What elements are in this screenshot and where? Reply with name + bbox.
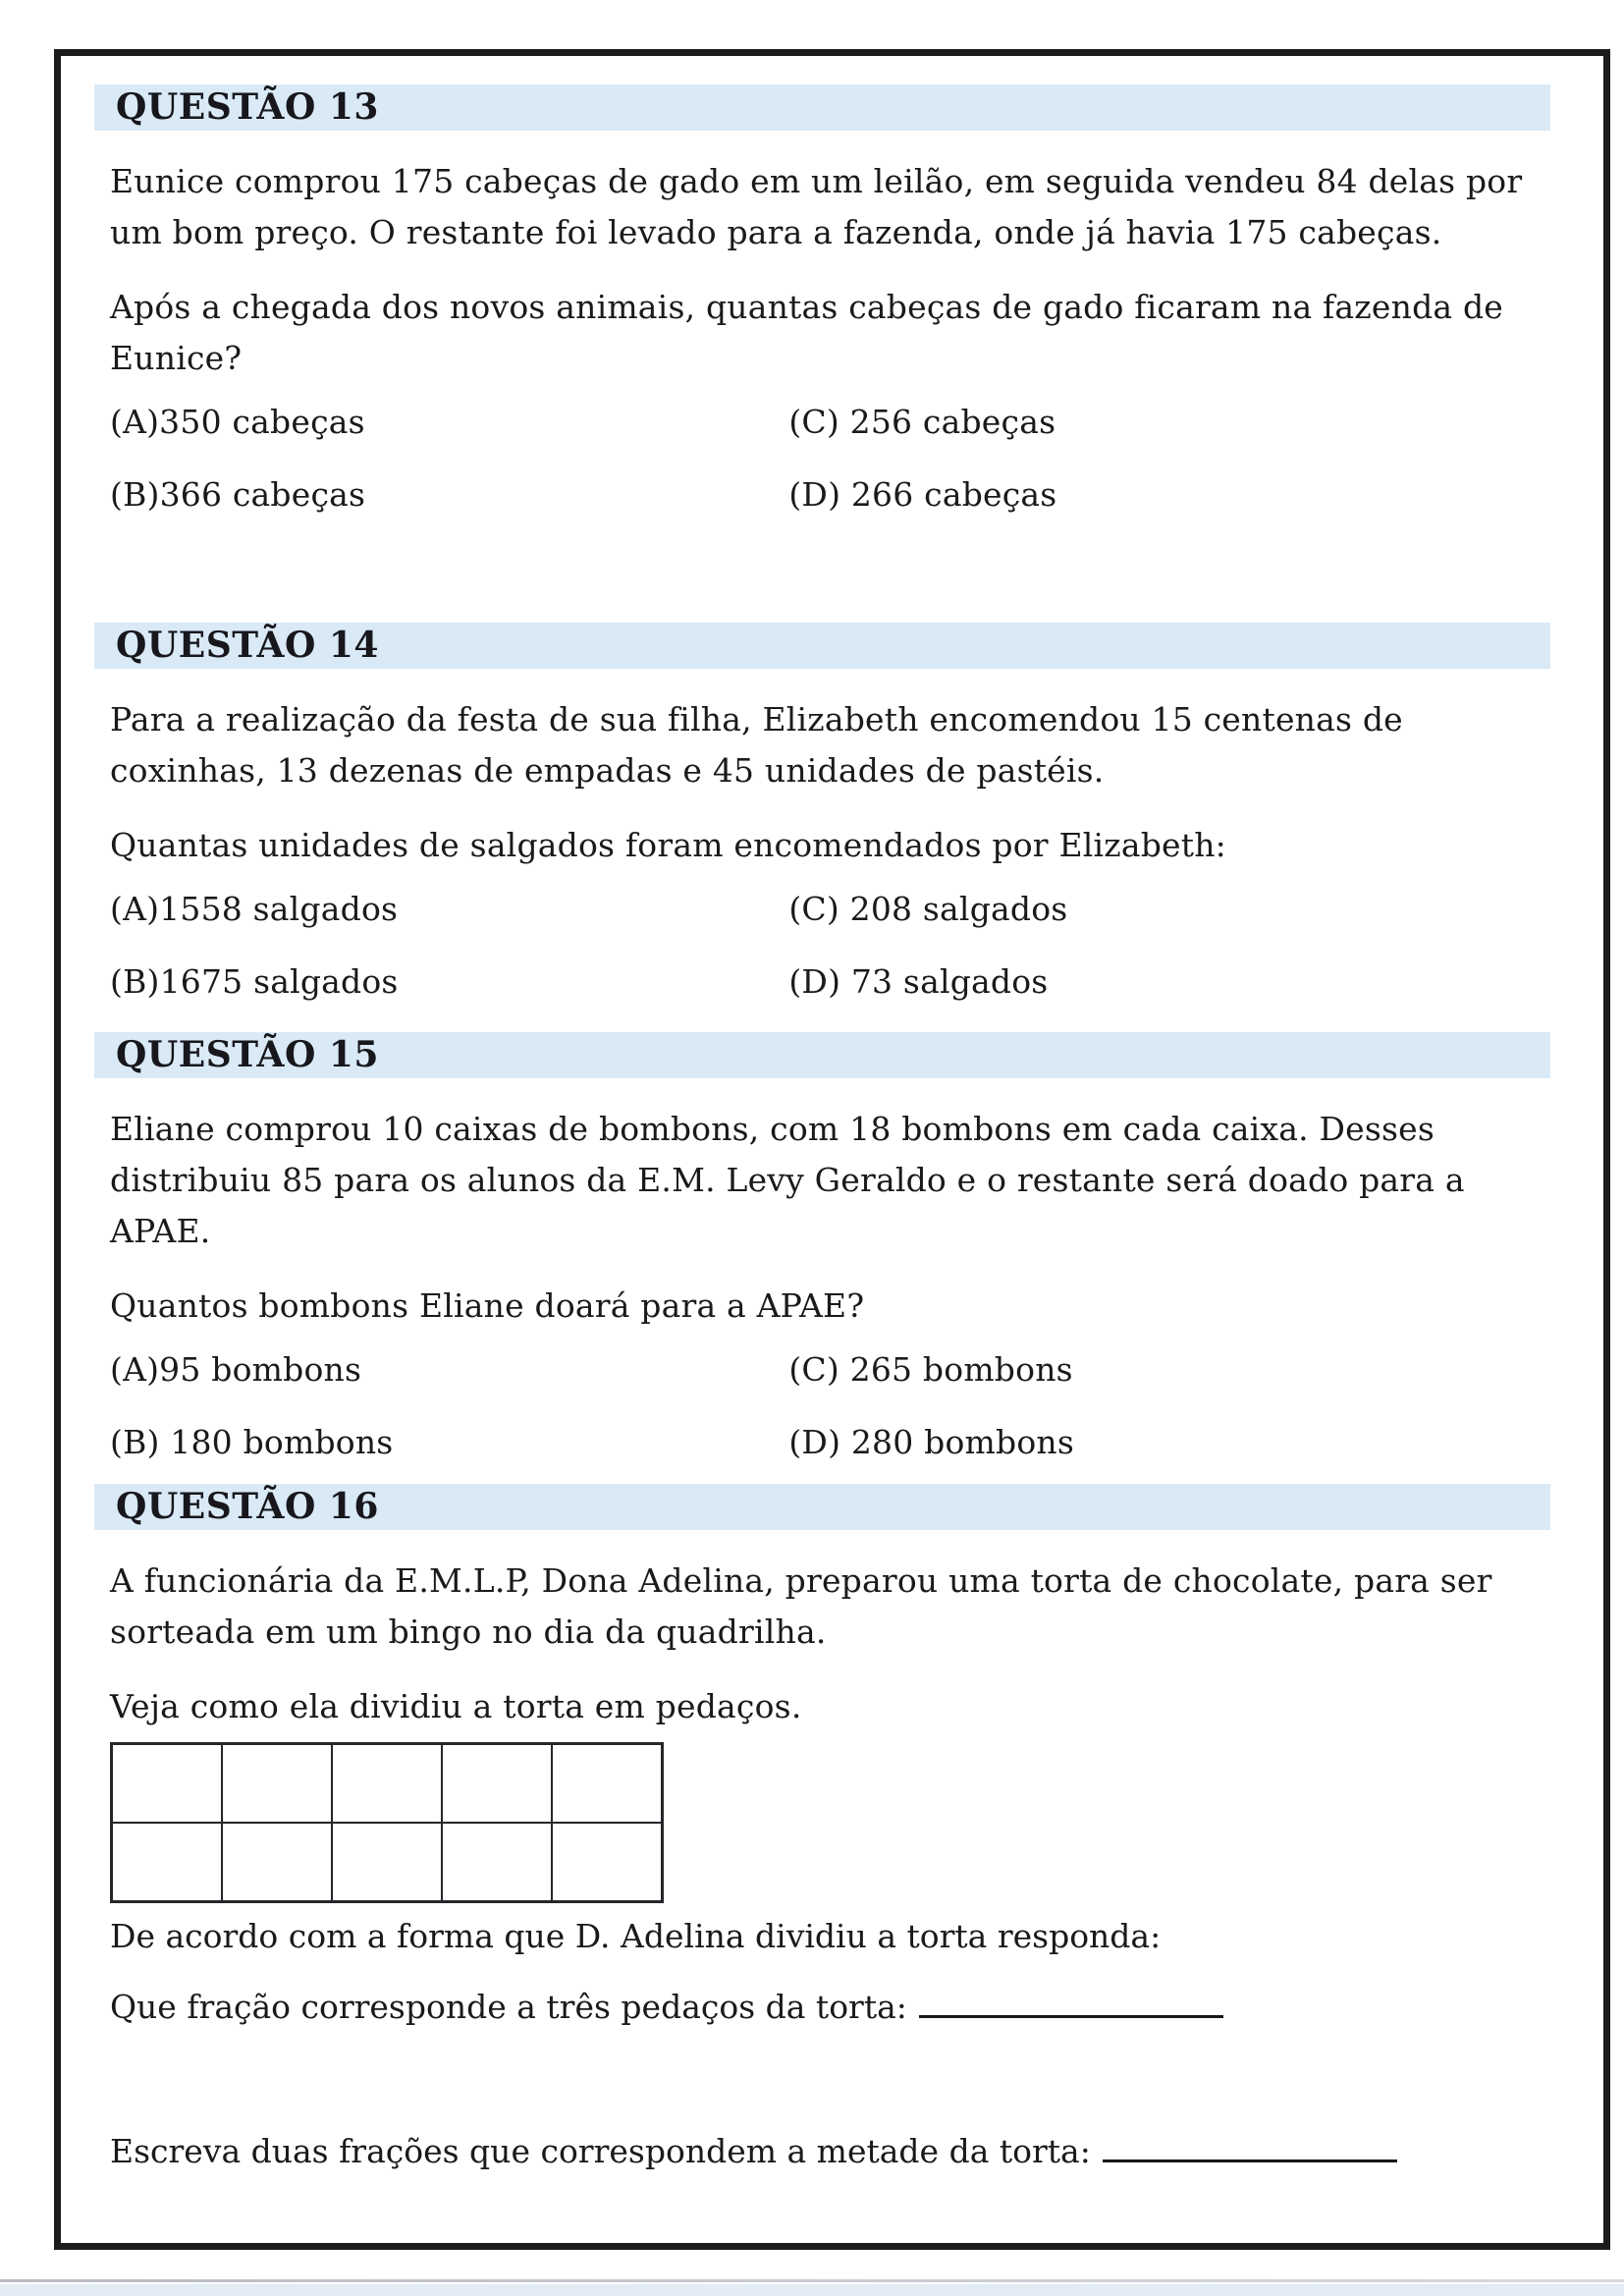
- question-13-section: [88, 84, 1564, 516]
- question-15-option-d: (D) 280 bombons: [788, 1423, 1074, 1461]
- question-16-statement: A funcionária da E.M.L.P, Dona Adelina, preparou uma torta de chocolate, para ser sorteada em um bingo no dia da quadrilha.: [110, 1561, 1492, 1651]
- question-16-figure-intro: Veja como ela dividiu a torta em pedaços.: [110, 1687, 802, 1725]
- question-14-header-label: QUESTÃO 14: [116, 625, 379, 666]
- question-14-option-c: (C) 208 salgados: [788, 890, 1068, 928]
- question-16-header-bar: [94, 1484, 1550, 1530]
- question-13-options: [110, 402, 1554, 516]
- question-13-option-b: (B)366 cabeças: [110, 475, 366, 514]
- question-14-options: [110, 889, 1554, 1003]
- question-15-prompt: Quantos bombons Eliane doará para a APAE?: [110, 1286, 865, 1325]
- question-16-fill-line-1: [110, 1982, 1554, 2033]
- question-14-option-d: (D) 73 salgados: [788, 962, 1049, 1001]
- cake-piece-cell: [222, 1823, 332, 1901]
- question-15-statement: Eliane comprou 10 caixas de bombons, com 18 bombons em cada caixa. Desses distribuiu 85 para os alunos da E.M. Levy Geraldo e o restante será doado para a APAE.: [110, 1110, 1465, 1250]
- cake-piece-cell: [222, 1744, 332, 1823]
- question-13-statement: Eunice comprou 175 cabeças de gado em um leilão, em seguida vendeu 84 delas por um bom preço. O restante foi levado para a fazenda, onde já havia 175 cabeças.: [110, 162, 1523, 251]
- worksheet-border-box: [54, 49, 1610, 2250]
- cake-piece-cell: [332, 1823, 442, 1901]
- cake-piece-cell: [112, 1823, 222, 1901]
- question-13-header-bar: [94, 84, 1550, 131]
- question-15-section: [88, 1032, 1564, 1463]
- question-15-header-label: QUESTÃO 15: [116, 1034, 379, 1075]
- scan-edge-line: [0, 2279, 1624, 2282]
- question-15-option-a: (A)95 bombons: [110, 1350, 362, 1389]
- question-13-option-d: (D) 266 cabeças: [788, 475, 1057, 514]
- question-13-header-label: QUESTÃO 13: [116, 86, 379, 128]
- question-16-fill-line-2: [110, 2126, 1554, 2177]
- cake-piece-cell: [332, 1744, 442, 1823]
- question-16-header-label: QUESTÃO 16: [116, 1486, 379, 1527]
- question-15-header-bar: [94, 1032, 1550, 1078]
- answer-blank-line-1: [919, 1986, 1223, 2018]
- cake-piece-cell: [442, 1744, 552, 1823]
- question-13-prompt: Após a chegada dos novos animais, quantas cabeças de gado ficaram na fazenda de Eunice?: [110, 288, 1504, 377]
- question-15-option-c: (C) 265 bombons: [788, 1350, 1073, 1389]
- fill-line-2-label: Escreva duas frações que correspondem a metade da torta:: [110, 2132, 1091, 2170]
- cake-piece-cell: [442, 1823, 552, 1901]
- question-14-option-b: (B)1675 salgados: [110, 962, 399, 1001]
- question-16-section: [88, 1484, 1564, 2177]
- question-13-option-a: (A)350 cabeças: [110, 403, 365, 441]
- question-14-statement: Para a realização da festa de sua filha, Elizabeth encomendou 15 centenas de coxinhas, 13 dezenas de empadas e 45 unidades de pastéis.: [110, 700, 1403, 790]
- fill-line-1-label: Que fração corresponde a três pedaços da torta:: [110, 1988, 907, 2026]
- question-13-option-c: (C) 256 cabeças: [788, 403, 1056, 441]
- question-14-prompt: Quantas unidades de salgados foram encomendados por Elizabeth:: [110, 826, 1226, 864]
- question-14-header-bar: [94, 623, 1550, 669]
- question-15-option-b: (B) 180 bombons: [110, 1423, 394, 1461]
- question-14-section: [88, 623, 1564, 1003]
- answer-blank-line-2: [1103, 2130, 1397, 2162]
- cake-fraction-grid: [110, 1742, 664, 1903]
- question-15-options: [110, 1349, 1554, 1463]
- cake-piece-cell: [112, 1744, 222, 1823]
- cake-piece-cell: [552, 1823, 662, 1901]
- question-14-option-a: (A)1558 salgados: [110, 890, 399, 928]
- cake-piece-cell: [552, 1744, 662, 1823]
- question-16-after-figure: De acordo com a forma que D. Adelina dividiu a torta responda:: [110, 1917, 1162, 1955]
- scan-edge-strip: [0, 2284, 1624, 2296]
